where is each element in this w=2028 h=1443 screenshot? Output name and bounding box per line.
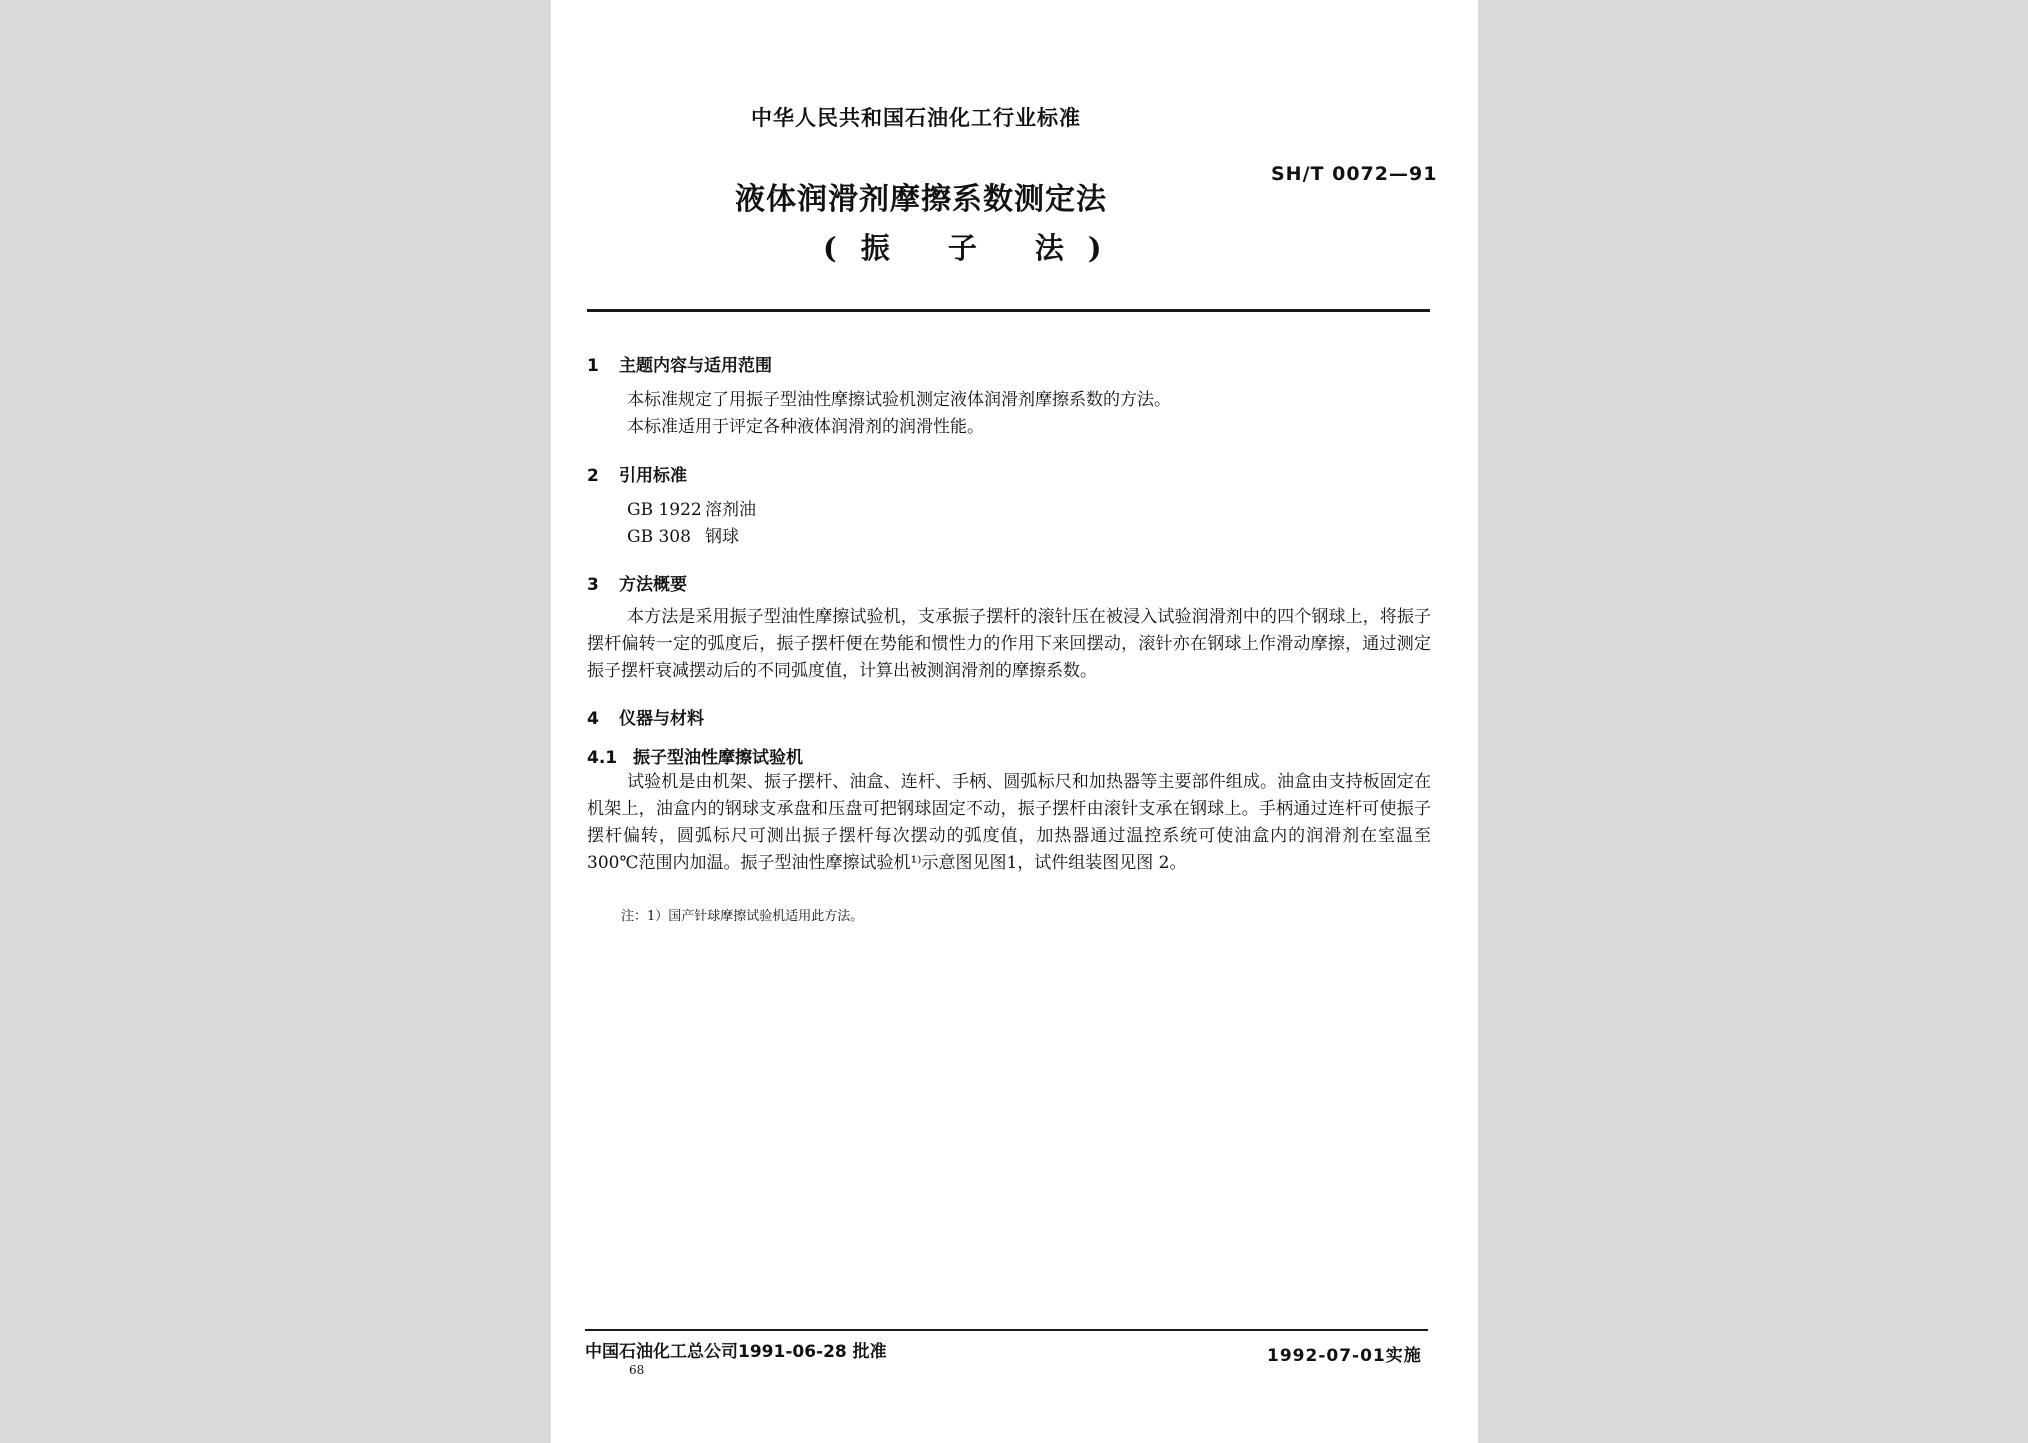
section-4-1-heading [587,743,803,768]
section-title: 主题内容与适用范围 [619,356,772,376]
paragraph: 本标准适用于评定各种液体润滑剂的润滑性能。 [627,417,984,437]
section-title: 仪器与材料 [619,709,704,729]
reference-code: GB 308 [627,527,691,547]
reference-code: GB 1922 [627,500,702,520]
section-number: 4 [587,709,599,729]
section-2-heading [587,461,687,486]
footer-divider [585,1329,1428,1331]
section-1-heading [587,351,772,376]
section-number: 3 [587,575,599,595]
approval-info: 中国石油化工总公司1991-06-28 批准 [585,1342,887,1362]
effective-date: 1992-07-01实施 [1267,1346,1422,1366]
paragraph: 本标准规定了用振子型油性摩擦试验机测定液体润滑剂摩擦系数的方法。 [627,390,1171,410]
document-subtitle: (振 子 法) [823,231,1126,265]
section-title: 方法概要 [619,575,687,595]
section-title: 振子型油性摩擦试验机 [633,748,803,768]
footnote: 注：1）国产针球摩擦试验机适用此方法。 [621,909,864,924]
header-divider [587,309,1430,312]
reference-item [627,497,756,524]
section-3-body: 本方法是采用振子型油性摩擦试验机，支承振子摆杆的滚针压在被浸入试验润滑剂中的四个钢球上，将振子摆杆偏转一定的弧度后，振子摆杆便在势能和惯性力的作用下来回摆动，滚针亦在钢球上作滑动摩擦，通过测定振子摆杆衰减摆动后的不同弧度值，计算出被测润滑剂的摩擦系数。 [587,607,1431,681]
reference-item [627,524,739,551]
section-number: 4.1 [587,748,618,768]
issuing-body: 中华人民共和国石油化工行业标准 [751,105,1081,130]
section-4-heading [587,704,704,729]
document-page [551,0,1478,1443]
reference-name: 溶剂油 [705,500,756,520]
section-number: 2 [587,466,599,486]
document-title: 液体润滑剂摩擦系数测定法 [735,182,1107,217]
standard-code: SH/T 0072—91 [1271,163,1438,185]
section-number: 1 [587,356,599,376]
section-3-heading [587,570,687,595]
reference-name: 钢球 [705,527,739,547]
section-4-1-body: 试验机是由机架、振子摆杆、油盒、连杆、手柄、圆弧标尺和加热器等主要部件组成。油盒由支持板固定在机架上，油盒内的钢球支承盘和压盘可把钢球固定不动，振子摆杆由滚针支承在钢球上。手柄通过连杆可使振子摆杆偏转，圆弧标尺可测出振子摆杆每次摆动的弧度值，加热器通过温控系统可使油盒内的润滑剂在室温至300℃范围内加温。振子型油性摩擦试验机¹⁾示意图见图1，试件组装图见图 2。 [587,772,1431,873]
section-title: 引用标准 [619,466,687,486]
page-number: 68 [629,1363,645,1377]
